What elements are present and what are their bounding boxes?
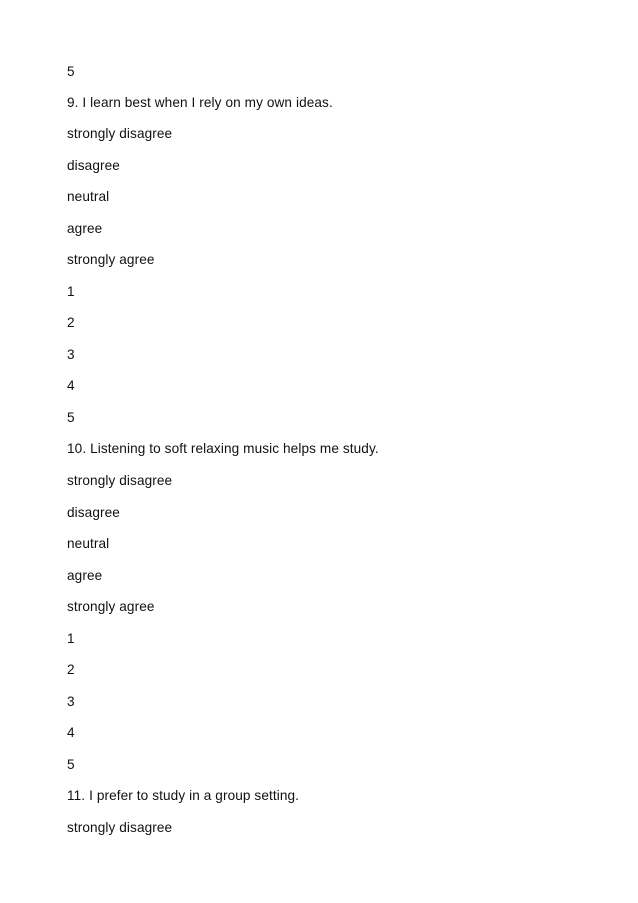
scale-number: 1 xyxy=(67,284,75,299)
scale-number: 5 xyxy=(67,757,75,772)
scale-number: 5 xyxy=(67,64,75,79)
scale-number: 4 xyxy=(67,725,75,740)
scale-number: 4 xyxy=(67,378,75,393)
option-strongly-disagree: strongly disagree xyxy=(67,820,173,835)
option-disagree: disagree xyxy=(67,158,120,173)
option-neutral: neutral xyxy=(67,536,110,551)
scale-number: 3 xyxy=(67,347,75,362)
scale-number: 2 xyxy=(67,662,75,677)
option-neutral: neutral xyxy=(67,189,110,204)
scale-number: 2 xyxy=(67,315,75,330)
option-strongly-disagree: strongly disagree xyxy=(67,126,173,141)
option-strongly-disagree: strongly disagree xyxy=(67,473,173,488)
option-disagree: disagree xyxy=(67,505,120,520)
option-strongly-agree: strongly agree xyxy=(67,252,155,267)
scale-number: 1 xyxy=(67,631,75,646)
option-agree: agree xyxy=(67,568,103,583)
option-agree: agree xyxy=(67,221,103,236)
question-11: 11. I prefer to study in a group setting. xyxy=(67,788,300,803)
scale-number: 5 xyxy=(67,410,75,425)
scale-number: 3 xyxy=(67,694,75,709)
question-10: 10. Listening to soft relaxing music helps me study. xyxy=(67,441,379,456)
option-strongly-agree: strongly agree xyxy=(67,599,155,614)
question-9: 9. I learn best when I rely on my own ideas. xyxy=(67,95,333,110)
